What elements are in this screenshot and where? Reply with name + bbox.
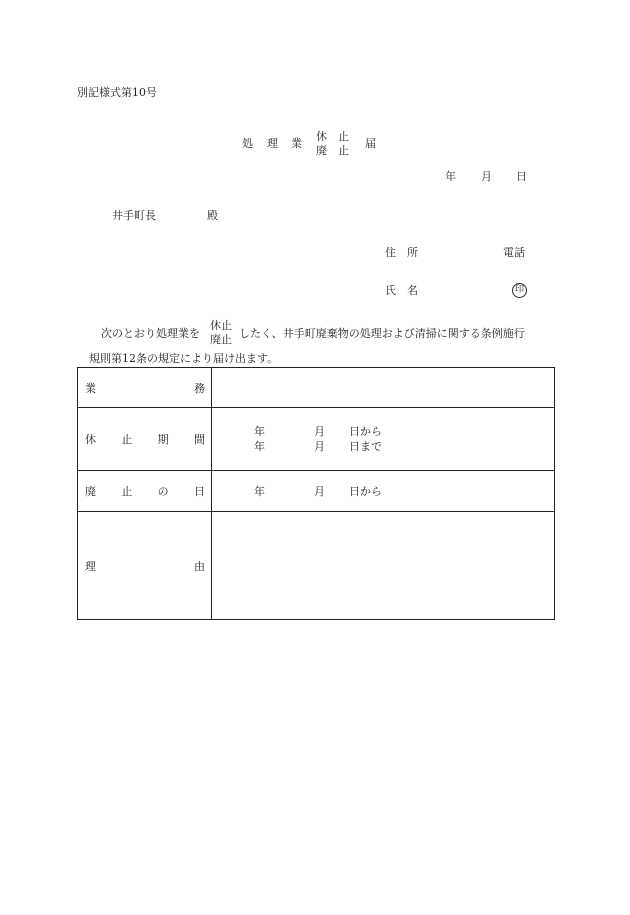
body-after: したく、井手町廃棄物の処理および清掃に関する条例施行: [239, 327, 525, 340]
seal-mark: 印: [512, 283, 527, 298]
value-abolition-date[interactable]: [212, 471, 555, 512]
label-char: 日: [193, 485, 205, 498]
label-char: 期: [157, 433, 169, 446]
label-abolition-date: [78, 471, 212, 512]
label-char: 止: [121, 433, 133, 446]
label-char: 理: [85, 559, 96, 573]
from-month-label: 月: [314, 425, 325, 438]
suspension-to-date: [254, 439, 554, 454]
body-option-abolish: 廃止: [210, 333, 232, 346]
label-char: 休: [85, 433, 96, 446]
details-table: [77, 367, 555, 620]
title-suffix: 届: [365, 137, 376, 150]
to-day-label: 日まで: [349, 440, 382, 453]
value-reason[interactable]: [212, 512, 555, 620]
phone-label: 電話: [503, 246, 525, 259]
label-char: の: [157, 485, 169, 498]
row-suspension-period: [78, 408, 555, 471]
date-month-label: 月: [481, 170, 492, 183]
value-suspension-period[interactable]: [212, 408, 555, 471]
abolition-month-label: 月: [314, 485, 325, 498]
label-char: 間: [193, 433, 205, 446]
label-business: [78, 368, 212, 408]
date-day-label: 日: [516, 170, 527, 183]
body-line2: 規則第12条の規定により届け出ます。: [89, 352, 279, 365]
body-before: 次のとおり処理業を: [101, 327, 200, 340]
to-month-label: 月: [314, 440, 325, 453]
label-char: 廃: [85, 485, 96, 498]
from-day-label: 日から: [349, 425, 382, 438]
title-option-abolish: 廃 止: [316, 144, 349, 157]
from-year-label: 年: [254, 425, 265, 438]
abolition-day-label: 日から: [349, 485, 382, 498]
addressee-name: 井手町長: [112, 209, 156, 222]
title-option-suspend: 休 止: [316, 130, 349, 143]
addressee-honorific: 殿: [207, 209, 218, 222]
title-char: 処: [242, 137, 253, 150]
title-char: 理: [267, 137, 278, 150]
body-option-suspend: 休止: [210, 319, 232, 332]
row-business: [78, 368, 555, 408]
date-year-label: 年: [445, 170, 456, 183]
label-char: 由: [194, 559, 205, 573]
form-number: 別記様式第10号: [77, 86, 157, 99]
value-business[interactable]: [212, 368, 555, 408]
abolition-year-label: 年: [254, 485, 265, 498]
name-label: 氏 名: [385, 284, 418, 297]
label-char: 業: [85, 381, 96, 395]
label-char: 務: [194, 381, 205, 395]
row-reason: [78, 512, 555, 620]
label-reason: [78, 512, 212, 620]
to-year-label: 年: [254, 440, 265, 453]
row-abolition-date: [78, 471, 555, 512]
abolition-date: [254, 483, 554, 499]
suspension-from-date: [254, 424, 554, 439]
title-char: 業: [291, 137, 302, 150]
label-suspension-period: [78, 408, 212, 471]
address-label: 住 所: [385, 246, 418, 259]
label-char: 止: [121, 485, 133, 498]
